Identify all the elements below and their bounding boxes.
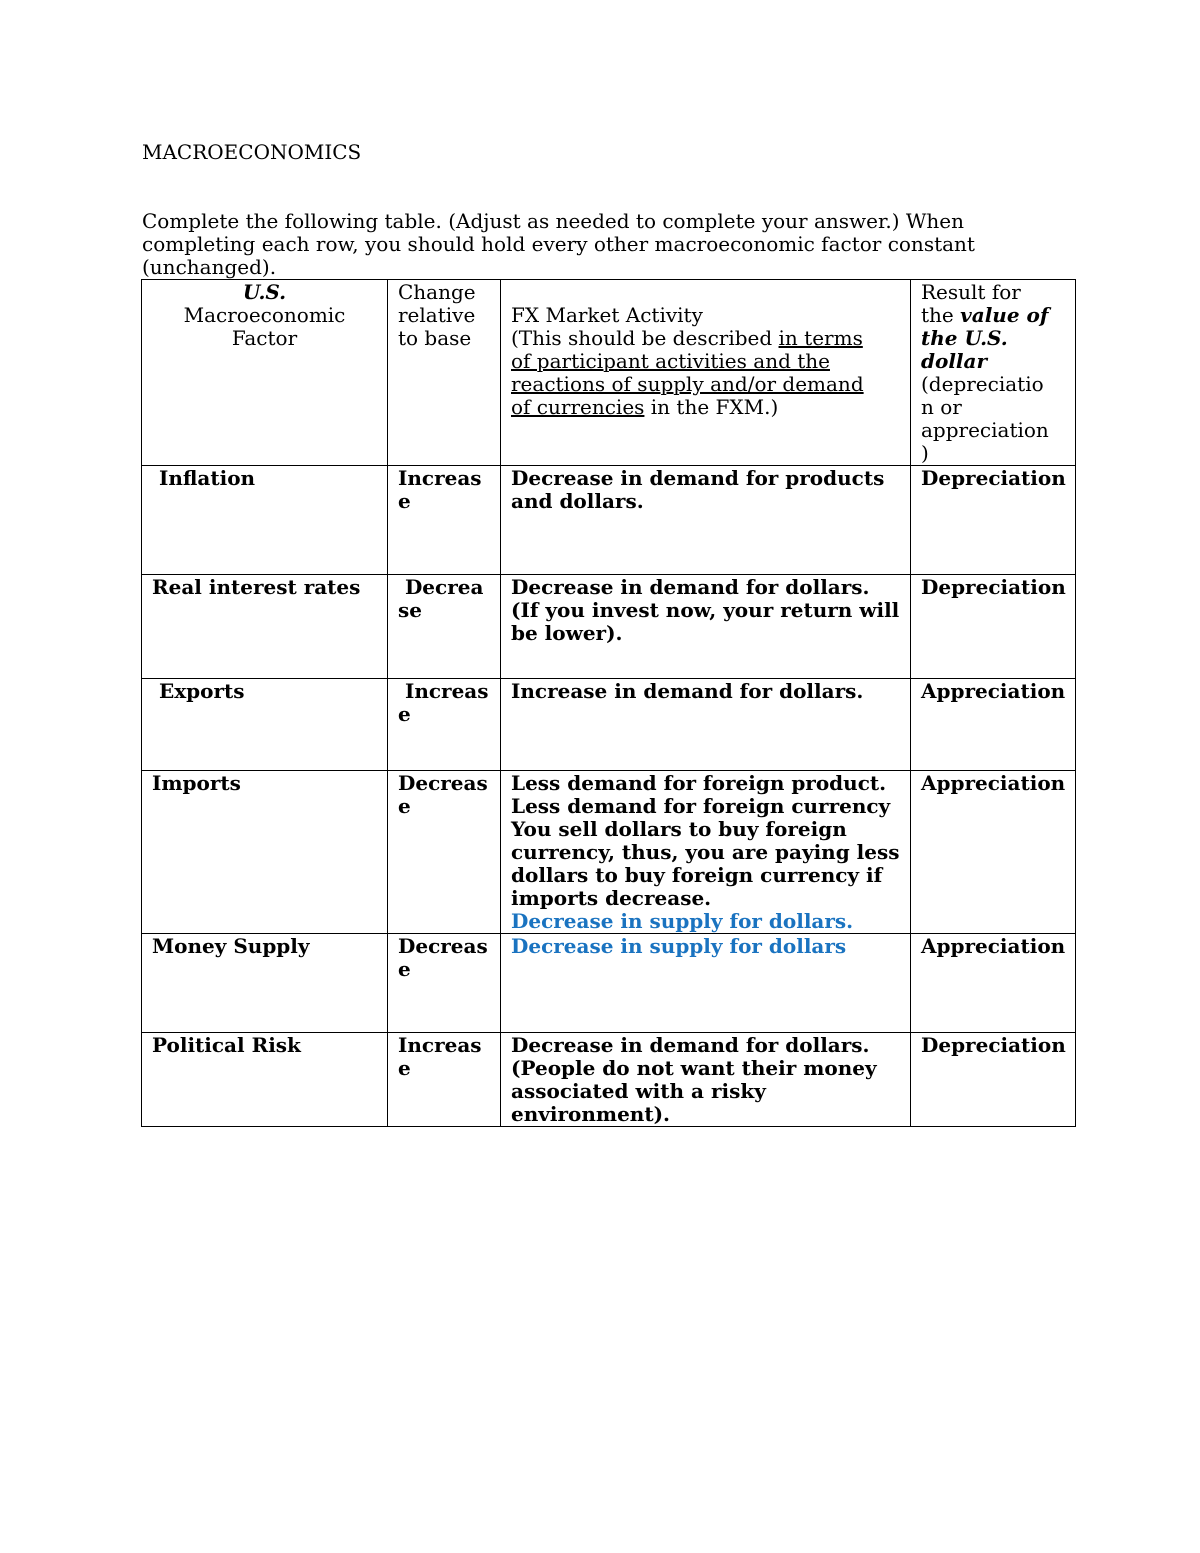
macro-factor-table: [141, 279, 1076, 1127]
cell-result: [911, 466, 1076, 575]
cell-result: [911, 1033, 1076, 1127]
cell-change: [388, 466, 501, 575]
table-header-row: [142, 280, 1076, 466]
fx-activity-text: be lower).: [511, 621, 623, 645]
change-text: se: [398, 598, 422, 622]
header-fx-underlined: of participant activities and the: [511, 349, 830, 373]
header-fx-line: [511, 327, 900, 350]
fx-activity-text: Decrease in demand for dollars.: [511, 1033, 870, 1057]
header-factor-us: U.S.: [242, 280, 287, 304]
change-text: e: [398, 957, 411, 981]
header-result-line: ): [921, 441, 929, 465]
result-text: Depreciation: [921, 466, 1066, 490]
change-text: Decrea: [398, 575, 484, 599]
table-row: [142, 679, 1076, 771]
header-result-line: n or: [921, 395, 962, 419]
header-fx-line: [511, 350, 900, 373]
cell-factor: [142, 934, 388, 1033]
instruction-line: Complete the following table. (Adjust as needed to complete your answer.) When: [142, 209, 965, 233]
header-fx-underlined: of currencies: [511, 395, 645, 419]
header-result-line: [921, 304, 1065, 327]
header-result-text: the: [921, 303, 961, 327]
fx-activity-text: Decrease in demand for products: [511, 466, 885, 490]
header-fx-underlined: reactions of supply and/or demand: [511, 372, 864, 396]
header-result-emphasis: dollar: [921, 349, 988, 373]
fx-activity-text: Decrease in demand for dollars.: [511, 575, 870, 599]
cell-factor: [142, 575, 388, 679]
change-text: Decreas: [398, 934, 488, 958]
fx-activity-text: imports decrease.: [511, 886, 712, 910]
result-text: Appreciation: [921, 679, 1066, 703]
fx-activity-text: currency, thus, you are paying less: [511, 840, 900, 864]
cell-change: [388, 1033, 501, 1127]
change-text: Increas: [398, 466, 482, 490]
factor-label: Money Supply: [152, 934, 310, 958]
cell-fx-activity: [501, 679, 911, 771]
header-fx-text: (This should be described: [511, 326, 779, 350]
factor-label: Inflation: [152, 466, 256, 490]
change-text: e: [398, 702, 411, 726]
header-factor: [142, 280, 388, 466]
header-change-line: Change: [398, 280, 476, 304]
fx-activity-answer: Decrease in supply for dollars.: [511, 909, 854, 933]
fx-activity-text: environment).: [511, 1102, 670, 1126]
header-result-line: (depreciatio: [921, 372, 1044, 396]
cell-result: [911, 679, 1076, 771]
cell-fx-activity: [501, 466, 911, 575]
table-body: [142, 466, 1076, 1127]
result-text: Appreciation: [921, 934, 1066, 958]
cell-result: [911, 575, 1076, 679]
instruction-line: completing each row, you should hold every other macroeconomic factor constant: [142, 232, 975, 256]
fx-activity-text: Less demand for foreign product.: [511, 771, 887, 795]
table-row: [142, 466, 1076, 575]
header-fx-line: [511, 373, 900, 396]
cell-change: [388, 934, 501, 1033]
cell-fx-activity: [501, 575, 911, 679]
fx-activity-text: Less demand for foreign currency: [511, 794, 891, 818]
header-result-line: Result for: [921, 280, 1021, 304]
change-text: e: [398, 1056, 411, 1080]
header-result-emphasis: the U.S.: [921, 326, 1008, 350]
cell-change: [388, 575, 501, 679]
instructions: [142, 210, 1077, 279]
cell-result: [911, 771, 1076, 934]
header-fx-line: [511, 396, 900, 419]
fx-activity-text: (If you invest now, your return will: [511, 598, 900, 622]
header-fx-underlined: in terms: [778, 326, 863, 350]
change-text: Increas: [398, 679, 489, 703]
cell-factor: [142, 771, 388, 934]
table-row: [142, 575, 1076, 679]
result-text: Appreciation: [921, 771, 1066, 795]
header-change-line: relative: [398, 303, 476, 327]
fx-activity-text: You sell dollars to buy foreign: [511, 817, 847, 841]
factor-label: Political Risk: [152, 1033, 301, 1057]
header-fx-activity: [501, 280, 911, 466]
header-change: [388, 280, 501, 466]
factor-label: Real interest rates: [152, 575, 361, 599]
header-result-emphasis: value of: [960, 303, 1049, 327]
cell-factor: [142, 466, 388, 575]
cell-factor: [142, 1033, 388, 1127]
table-row: [142, 934, 1076, 1033]
cell-fx-activity: [501, 1033, 911, 1127]
change-text: e: [398, 794, 411, 818]
header-change-line: to base: [398, 326, 472, 350]
change-text: e: [398, 489, 411, 513]
table-row: [142, 1033, 1076, 1127]
fx-activity-text: Increase in demand for dollars.: [511, 679, 864, 703]
result-text: Depreciation: [921, 575, 1066, 599]
fx-activity-text: associated with a risky: [511, 1079, 766, 1103]
page-title: MACROECONOMICS: [142, 140, 362, 164]
header-result-line: appreciation: [921, 418, 1049, 442]
table-row: [142, 771, 1076, 934]
factor-label: Imports: [152, 771, 241, 795]
fx-activity-text: and dollars.: [511, 489, 644, 513]
header-factor-line: Macroeconomic: [183, 303, 346, 327]
instruction-line: (unchanged).: [142, 255, 277, 279]
result-text: Depreciation: [921, 1033, 1066, 1057]
header-result: [911, 280, 1076, 466]
fx-activity-text: (People do not want their money: [511, 1056, 877, 1080]
header-fx-text: in the FXM.): [644, 395, 779, 419]
factor-label: Exports: [152, 679, 245, 703]
fx-activity-answer: Decrease in supply for dollars: [511, 934, 847, 958]
change-text: Increas: [398, 1033, 482, 1057]
fx-activity-text: dollars to buy foreign currency if: [511, 863, 883, 887]
cell-fx-activity: [501, 771, 911, 934]
cell-change: [388, 679, 501, 771]
header-factor-line: Factor: [231, 326, 298, 350]
cell-factor: [142, 679, 388, 771]
change-text: Decreas: [398, 771, 488, 795]
cell-fx-activity: [501, 934, 911, 1033]
cell-change: [388, 771, 501, 934]
header-fx-title: FX Market Activity: [511, 303, 703, 327]
cell-result: [911, 934, 1076, 1033]
